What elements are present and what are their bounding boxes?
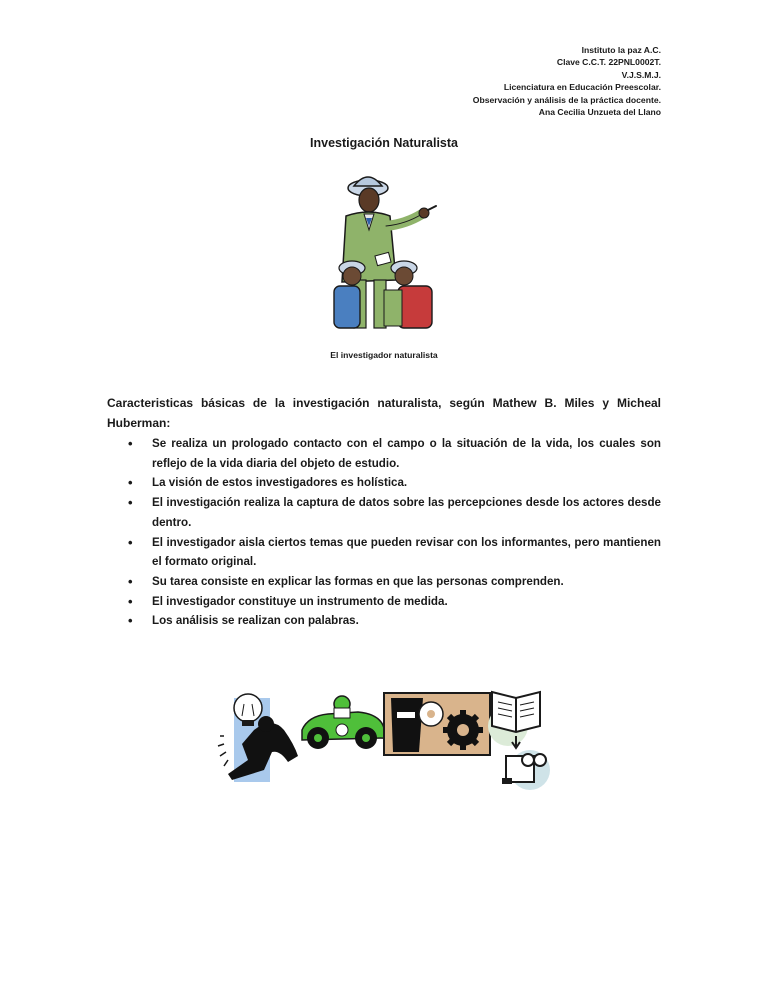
header-clave: Clave C.C.T. 22PNL0002T. <box>556 57 661 68</box>
list-item-text: Su tarea consiste en explicar las formas en que las personas comprenden. <box>152 574 564 588</box>
bullet-icon: • <box>128 593 133 609</box>
header-block <box>473 44 661 118</box>
list-item-text: El investigación realiza la captura de datos sobre las percepciones desde los actores desde dentro. <box>152 496 661 529</box>
bullet-icon: • <box>128 534 133 550</box>
list-item <box>124 611 661 631</box>
list-item <box>124 434 661 473</box>
header-course: Observación y análisis de la práctica docente. <box>472 94 661 105</box>
list-item <box>124 572 661 592</box>
list-item <box>124 473 661 493</box>
header-institution: Instituto la paz A.C. <box>581 45 661 55</box>
list-item-text: La visión de estos investigadores es holística. <box>152 476 408 490</box>
list-item <box>124 592 661 612</box>
figure-caption: El investigador naturalista <box>330 350 438 360</box>
intro-paragraph: Caracteristicas básicas de la investigación naturalista, según Mathew B. Miles y Micheal Huberman: <box>107 396 661 430</box>
naturalist-investigator-illustration <box>324 170 444 338</box>
bullet-icon: • <box>128 613 133 629</box>
gears-thinker-icon <box>383 692 491 756</box>
bullet-icon: • <box>128 495 133 511</box>
list-item-text: El investigador aisla ciertos temas que pueden revisar con los informantes, pero mantienen el formato original. <box>152 535 661 569</box>
characteristics-list <box>124 434 661 631</box>
document-title: Investigación Naturalista <box>310 136 458 150</box>
list-item-text: Se realiza un prologado contacto con el campo o la situación de la vida, los cuales son reflejo de la vida diaria del objeto de estudio. <box>152 437 661 470</box>
header-initials: V.J.S.M.J. <box>621 69 661 80</box>
bullet-icon: • <box>128 475 133 491</box>
list-item-text: El investigador constituye un instrumento de medida. <box>152 594 448 608</box>
race-car-icon <box>298 690 386 754</box>
header-degree: Licenciatura en Educación Preescolar. <box>503 82 661 93</box>
list-item-text: Los análisis se realizan con palabras. <box>152 614 359 628</box>
list-item <box>124 493 661 532</box>
bullet-icon: • <box>128 436 133 451</box>
header-author: Ana Cecilia Unzueta del Llano <box>538 107 661 118</box>
lightbulb-thinker-icon <box>214 686 300 784</box>
list-item <box>124 533 661 572</box>
bullet-icon: • <box>128 573 133 589</box>
book-and-camera-icon <box>488 686 552 794</box>
